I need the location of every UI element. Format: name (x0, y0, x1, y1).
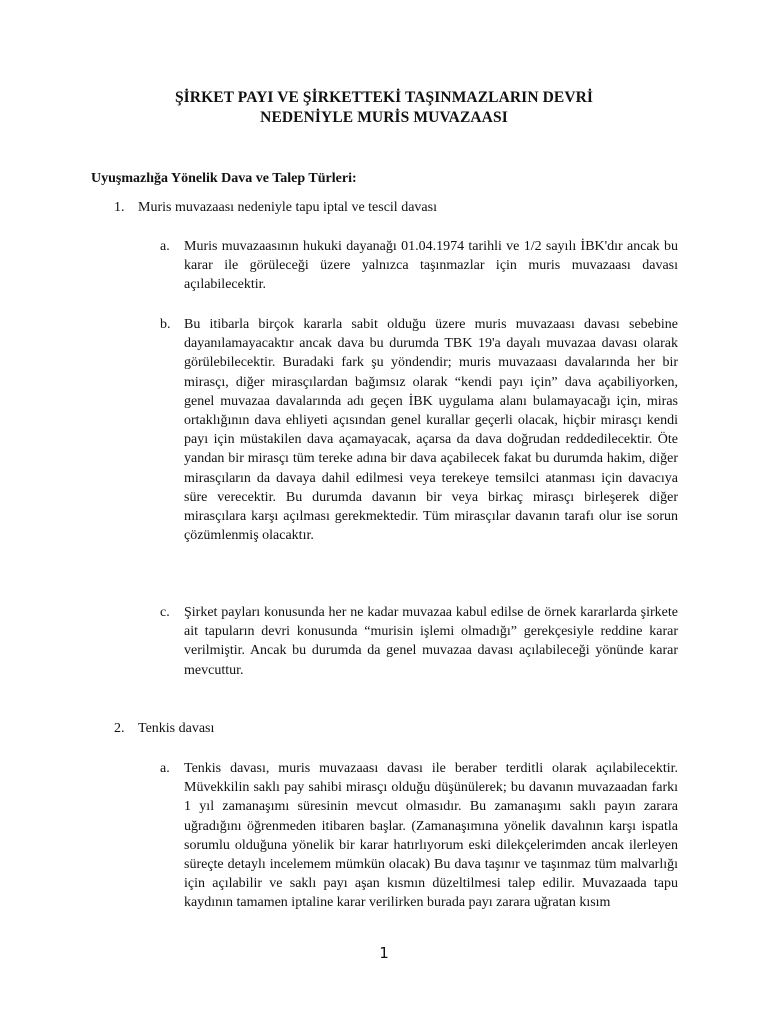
item-1-marker: 1. (114, 200, 125, 215)
sub-item-1a-marker: a. (160, 239, 170, 254)
section-heading: Uyuşmazlığa Yönelik Dava ve Talep Türleri: (91, 171, 357, 186)
numbered-item-1 (114, 199, 437, 217)
sub-item-1c-text: Şirket payları konusunda her ne kadar muvazaa kabul edilse de örnek kararlarda şirkete ait tapuların devri konusunda “murisin işlemi olmadığı” gerekçesiyle reddine karar verilmiştir. Ancak bu durumda da genel muvazaa davası açılabileceği yönünde karar mevcuttur. (184, 605, 678, 678)
title-line-2: NEDENİYLE MURİS MUVAZAASI (260, 109, 508, 126)
sub-item-1a (160, 237, 678, 295)
sub-item-2a-marker: a. (160, 761, 170, 776)
sub-item-1c-marker: c. (160, 605, 170, 620)
sub-item-1a-text: Muris muvazaasının hukuki dayanağı 01.04.1974 tarihli ve 1/2 sayılı İBK'dır ancak bu karar ile görüleceği üzere yalnızca taşınmazlar için muris muvazaası davası açılabilecektir. (184, 239, 678, 293)
sub-item-1c (160, 603, 678, 680)
sub-item-1b-marker: b. (160, 317, 171, 332)
sub-item-1b-text: Bu itibarla birçok kararla sabit olduğu üzere muris muvazaası davası sebebine dayanılamayacaktır ancak dava bu durumda TBK 19'a dayalı muvazaa davası olarak görülebilecektir. Buradaki fark şu yöndendir; muris muvazaası davalarında her bir mirasçı, diğer mirasçılardan bağımsız olarak “kendi payı için” dava açabiliyorken, genel muvazaa davalarında adı geçen İBK uygulama alanı bulamayacağı için, miras ortaklığının dava ehliyeti açısından genel kurallar geçerli olacak, hiçbir mirasçı kendi payı için müstakilen dava açamayacak, açarsa da dava doğrudan reddedilecektir. Öte yandan bir mirasçı tüm tereke adına bir dava açabilecek fakat bu durumda hakim, diğer mirasçıların da davaya dahil edilmesi veya terekeye temsilci atanması için davacıya süre verecektir. Bu durumda davanın bir veya birkaç mirasçı birleşerek diğer mirasçılara karşı açılması gerekmektedir. Tüm mirasçılar davanın tarafı olur ise sorun çözümlenmiş olacaktır. (184, 317, 678, 544)
sub-item-2a (160, 759, 678, 913)
item-2-marker: 2. (114, 721, 125, 736)
page-number: 1 (379, 944, 389, 962)
title-line-1: ŞİRKET PAYI VE ŞİRKETTEKİ TAŞINMAZLARIN DEVRİ (174, 89, 594, 106)
document-title (90, 88, 678, 128)
numbered-item-2 (114, 720, 214, 738)
sub-item-1b (160, 315, 678, 545)
item-1-label: Muris muvazaası nedeniyle tapu iptal ve tescil davası (138, 200, 437, 215)
item-2-label: Tenkis davası (138, 721, 215, 736)
sub-item-2a-text: Tenkis davası, muris muvazaası davası ile beraber terditli olarak açılabilecektir. Müvekkilin saklı pay sahibi mirasçı olduğu düşünülerek; bu davanın muvazaadan farkı 1 yıl zamanaşımı süresinin mevcut olmasıdır. Bu zamanaşımı saklı payın zarara uğradığını öğrenmeden itibaren başlar. (Zamanaşımına yönelik davalının karşı ispatla sorumlu olduğuna yönelik bir karar hatırlıyorum eski dilekçelerimden ancak ilerleyen süreçte detaylı incelemem mümkün olacak) Bu dava taşınır ve taşınmaz tüm malvarlığı için açılabilir ve saklı payı aşan kısmın düzeltilmesi talep edilir. Muvazaada tapu kaydının tamamen iptaline karar verilirken burada payı zarara uğratan kısım (184, 761, 678, 911)
